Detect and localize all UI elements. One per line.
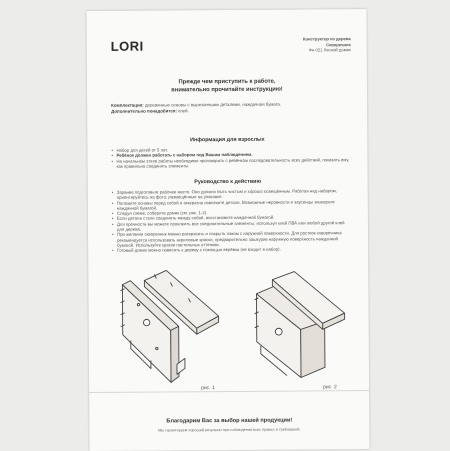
guide-list-item: • При желании скворечник можно раскрасить и покрыть лаком с наружной поверхности. Для ростков скворечника рекомендуется использовать акриловые краски, предварительно зашкурив наружную поверхность наждачной бумагой. Используйте краски пастельных оттенков. [112, 231, 352, 249]
adults-heading: Информация для взрослых [190, 136, 265, 144]
adults-list-item: • Ребёнок должен работать с набором под Вашим наблюдением. [111, 151, 351, 158]
figure-2-label: рис. 2 [323, 384, 337, 391]
guide-list-item: • Заранее подготовьте рабочее место. Оно должно быть чистым и хорошо освещённым. Работая над набором, ориентируйтесь на фото, размещённые на упаковке. [112, 188, 352, 200]
brand-logo: LORI [110, 38, 144, 54]
figure-1-label: рис. 1 [201, 385, 215, 392]
guide-list-item: • Следуя схеме, соберите домик (см. рис. 1-2). [112, 209, 352, 216]
warning-notice: Прежде чем приступить к работе, внимательно прочитайте инструкцию! [171, 78, 283, 94]
guide-heading: Руководство к действию [194, 178, 262, 186]
product-subtype: Скворечник [326, 41, 351, 47]
figure-1-illustration [110, 264, 229, 405]
guide-list [112, 188, 352, 253]
adults-list-item: • На начальном этапе работы необходимо проговорить с ребёнком последовательность всех действий, показать ему, как правильно соединять элементы. [111, 157, 351, 169]
product-article: Фн-021 Лесной домик [308, 47, 351, 53]
figure-2-illustration [236, 263, 355, 404]
adults-list [111, 146, 351, 169]
guide-list-item: • Для прочности вы можете проклеить все соединительные элементы, используя клей ПВА или любой другой клей для дерева. [112, 220, 352, 232]
adults-list-item: • Набор для детей от 5 лет. [111, 146, 351, 153]
guide-list-item: • Если детали стали соединять между собой, восстановите наждачной бумагой. [112, 215, 352, 222]
guide-list-item: • Готовый домик можно повесить к дереву с помощью верёвки (не входит в набор). [112, 246, 352, 253]
guarantee-note: Мы гарантируем хороший результат при соблюдении всех правил и требований. [158, 427, 301, 433]
instruction-sheet [86, 9, 369, 451]
guide-list-item: • Положите основы перед собой и аккуратно извлеките детали. Возможные неровности и заусенцы зашкурьте наждачной бумагой. [112, 199, 352, 211]
kit-contents: Комплектация: деревянные основы с вырезанными деталями, наждачная бумага. Дополнительно понадобится: клей. [111, 101, 281, 114]
product-type: Конструктор из дерева [302, 36, 351, 42]
product-info [303, 36, 351, 53]
thanks-note: Благодарим Вас за выбор нашей продукции! [166, 417, 293, 425]
